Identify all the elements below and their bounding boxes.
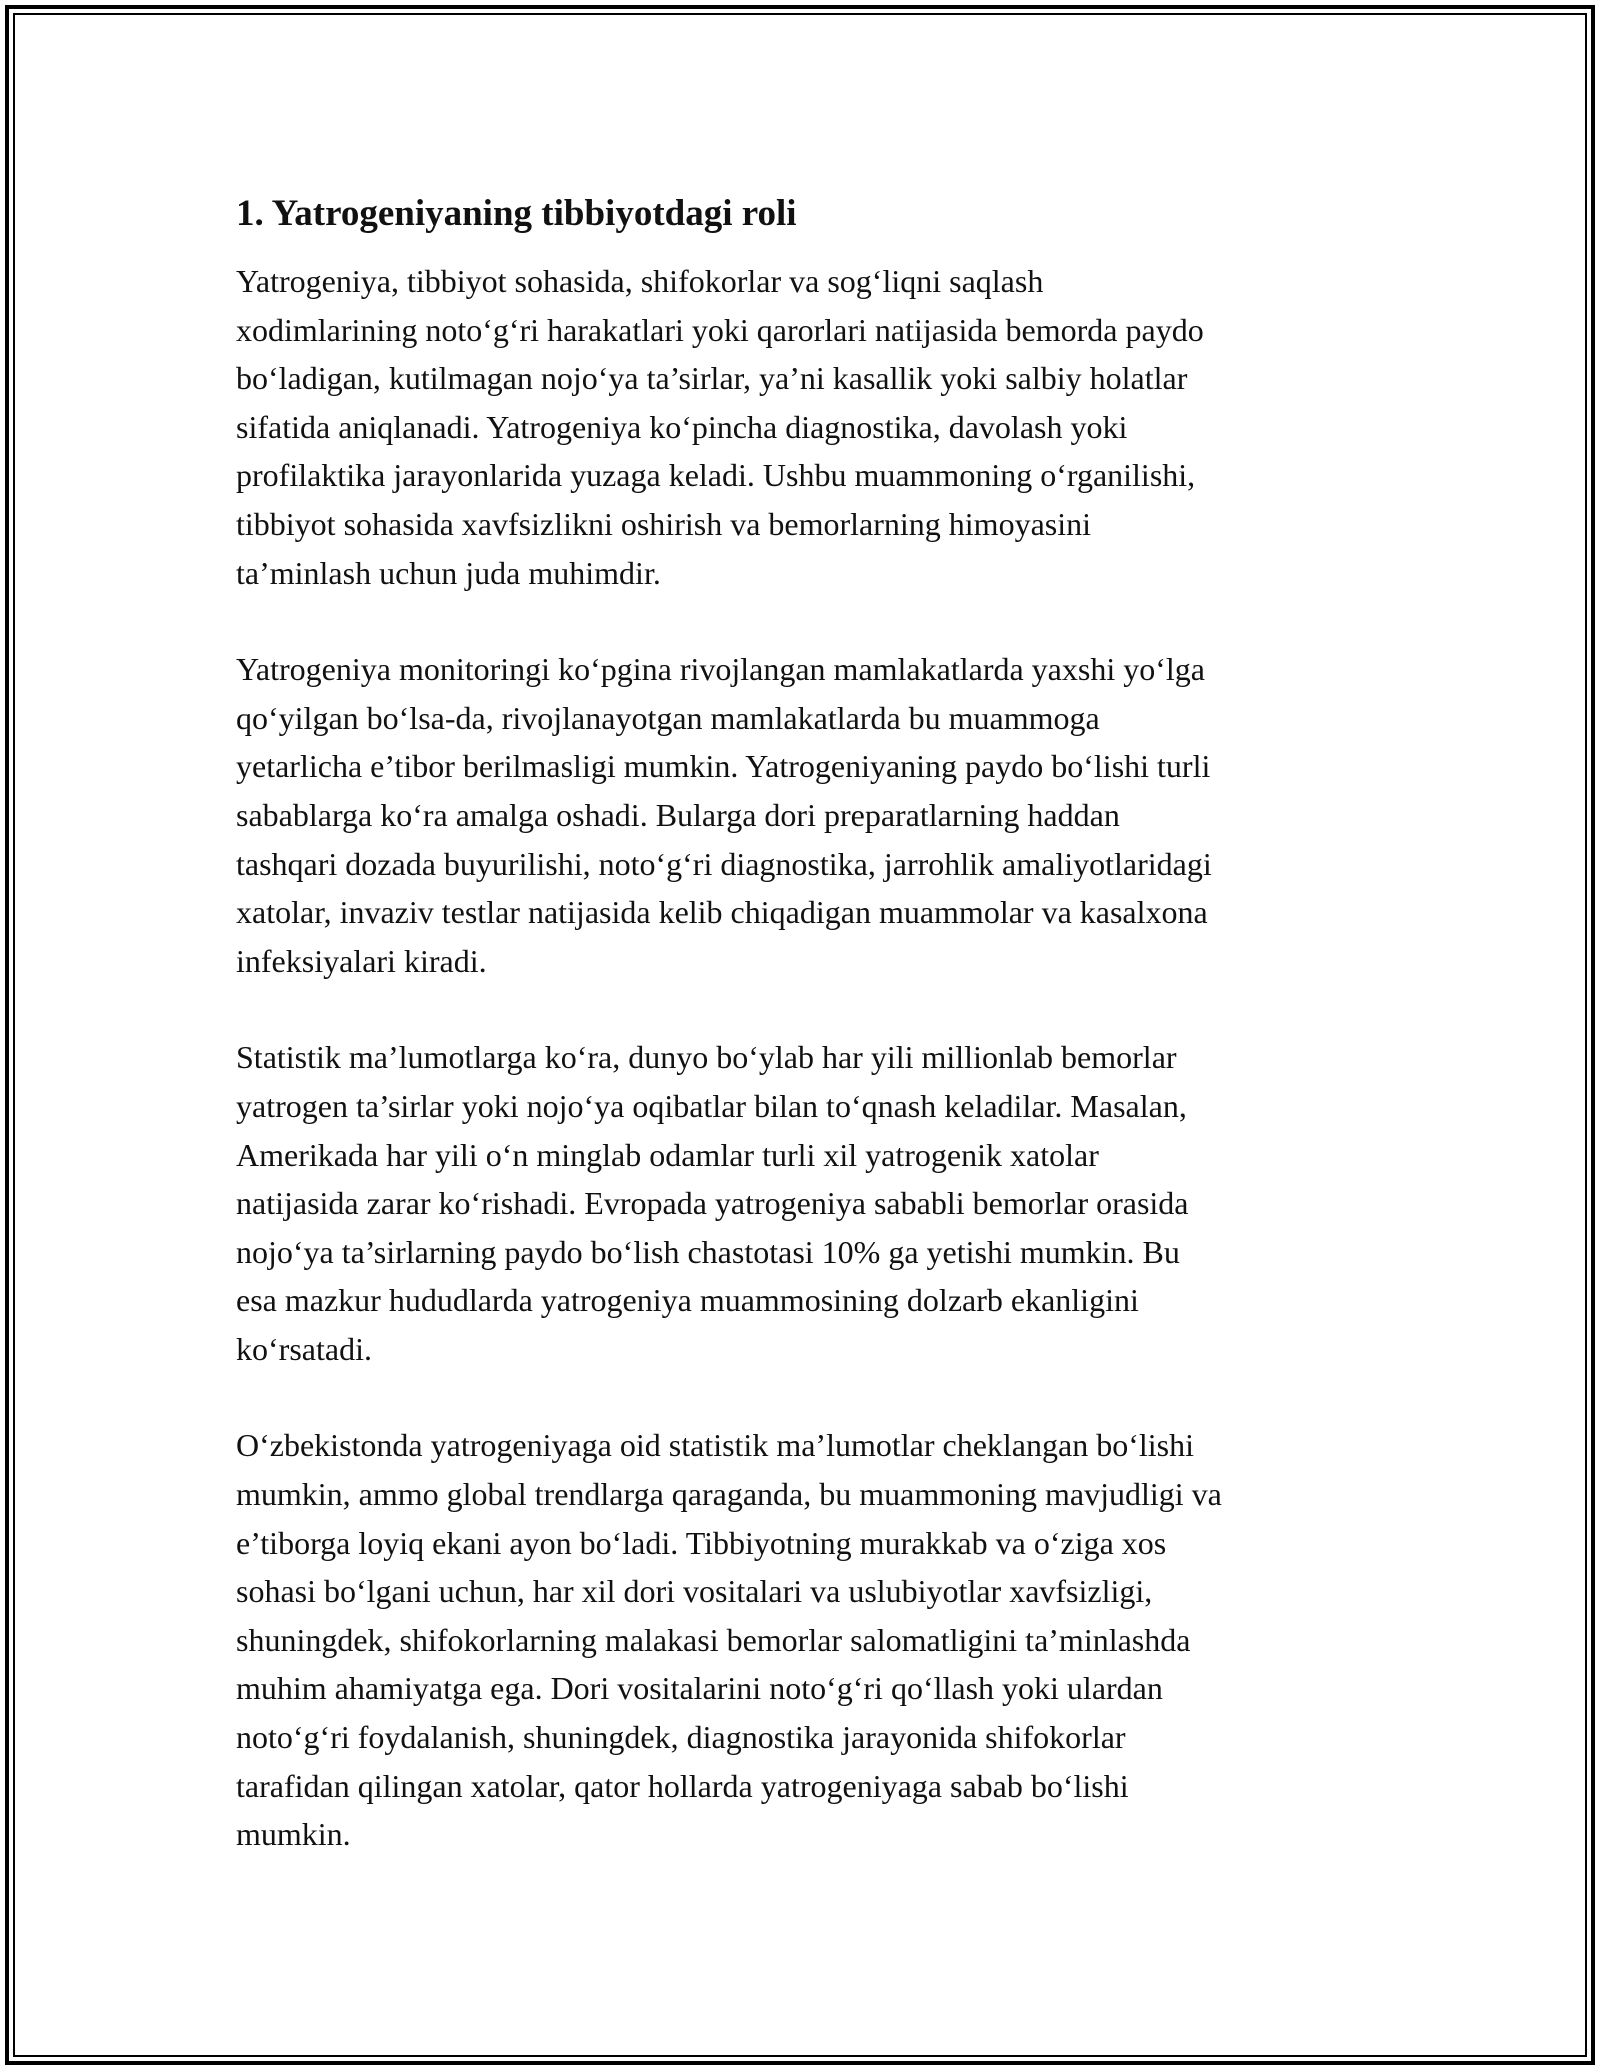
section-heading: 1. Yatrogeniyaning tibbiyotdagi roli: [236, 193, 797, 234]
text-line: tibbiyot sohasida xavfsizlikni oshirish va bemorlarning himoyasini: [236, 505, 1091, 542]
text-line: xatolar, invaziv testlar natijasida kelib chiqadigan muammolar va kasalxona: [236, 894, 1208, 931]
text-line: bo‘ladigan, kutilmagan nojo‘ya ta’sirlar, ya’ni kasallik yoki salbiy holatlar: [236, 360, 1188, 397]
text-line: xodimlarining noto‘g‘ri harakatlari yoki qarorlari natijasida bemorda paydo: [236, 311, 1204, 348]
text-line: Amerikada har yili o‘n minglab odamlar turli xil yatrogenik xatolar: [236, 1136, 1099, 1173]
text-line: Statistik ma’lumotlarga ko‘ra, dunyo bo‘ylab har yili millionlab bemorlar: [236, 1039, 1177, 1076]
text-line: nojo‘ya ta’sirlarning paydo bo‘lish chastotasi 10% ga yetishi mumkin. Bu: [236, 1233, 1180, 1270]
paragraph: [236, 1421, 1386, 1858]
text-line: shuningdek, shifokorlarning malakasi bemorlar salomatligini ta’minlashda: [236, 1621, 1191, 1658]
text-line: e’tiborga loyiq ekani ayon bo‘ladi. Tibbiyotning murakkab va o‘ziga xos: [236, 1524, 1167, 1561]
paragraph: [236, 257, 1386, 597]
text-line: noto‘g‘ri foydalanish, shuningdek, diagnostika jarayonida shifokorlar: [236, 1719, 1126, 1756]
text-line: yatrogen ta’sirlar yoki nojo‘ya oqibatlar bilan to‘qnash keladilar. Masalan,: [236, 1087, 1187, 1124]
paragraph-container: [236, 257, 1386, 1859]
text-line: mumkin.: [236, 1816, 351, 1853]
text-line: yetarlicha e’tibor berilmasligi mumkin. Yatrogeniyaning paydo bo‘lishi turli: [236, 748, 1211, 785]
text-line: sohasi bo‘lgani uchun, har xil dori vositalari va uslubiyotlar xavfsizligi,: [236, 1573, 1153, 1610]
text-line: esa mazkur hududlarda yatrogeniya muammosining dolzarb ekanligini: [236, 1282, 1139, 1319]
text-line: mumkin, ammo global trendlarga qaraganda, bu muammoning mavjudligi va: [236, 1476, 1222, 1513]
text-line: tashqari dozada buyurilishi, noto‘g‘ri diagnostika, jarrohlik amaliyotlaridagi: [236, 845, 1212, 882]
text-line: infeksiyalari kiradi.: [236, 942, 487, 979]
paragraph: [236, 1033, 1386, 1373]
text-line: sabablarga ko‘ra amalga oshadi. Bularga dori preparatlarning haddan: [236, 796, 1120, 833]
text-line: muhim ahamiyatga ega. Dori vositalarini noto‘g‘ri qo‘llash yoki ulardan: [236, 1670, 1163, 1707]
text-line: ta’minlash uchun juda muhimdir.: [236, 554, 661, 591]
text-line: natijasida zarar ko‘rishadi. Evropada yatrogeniya sababli bemorlar orasida: [236, 1185, 1189, 1222]
text-line: O‘zbekistonda yatrogeniyaga oid statistik ma’lumotlar cheklangan bo‘lishi: [236, 1427, 1194, 1464]
text-line: sifatida aniqlanadi. Yatrogeniya ko‘pincha diagnostika, davolash yoki: [236, 408, 1128, 445]
text-line: Yatrogeniya, tibbiyot sohasida, shifokorlar va sog‘liqni saqlash: [236, 263, 1044, 299]
text-line: ko‘rsatadi.: [236, 1330, 372, 1367]
text-line: profilaktika jarayonlarida yuzaga keladi. Ushbu muammoning o‘rganilishi,: [236, 457, 1196, 494]
text-line: qo‘yilgan bo‘lsa-da, rivojlanayotgan mamlakatlarda bu muammoga: [236, 699, 1100, 736]
paragraph: [236, 645, 1386, 985]
document-body: [236, 185, 1386, 1907]
text-line: Yatrogeniya monitoringi ko‘pgina rivojlangan mamlakatlarda yaxshi yo‘lga: [236, 651, 1205, 688]
text-line: tarafidan qilingan xatolar, qator hollarda yatrogeniyaga sabab bo‘lishi: [236, 1767, 1129, 1804]
